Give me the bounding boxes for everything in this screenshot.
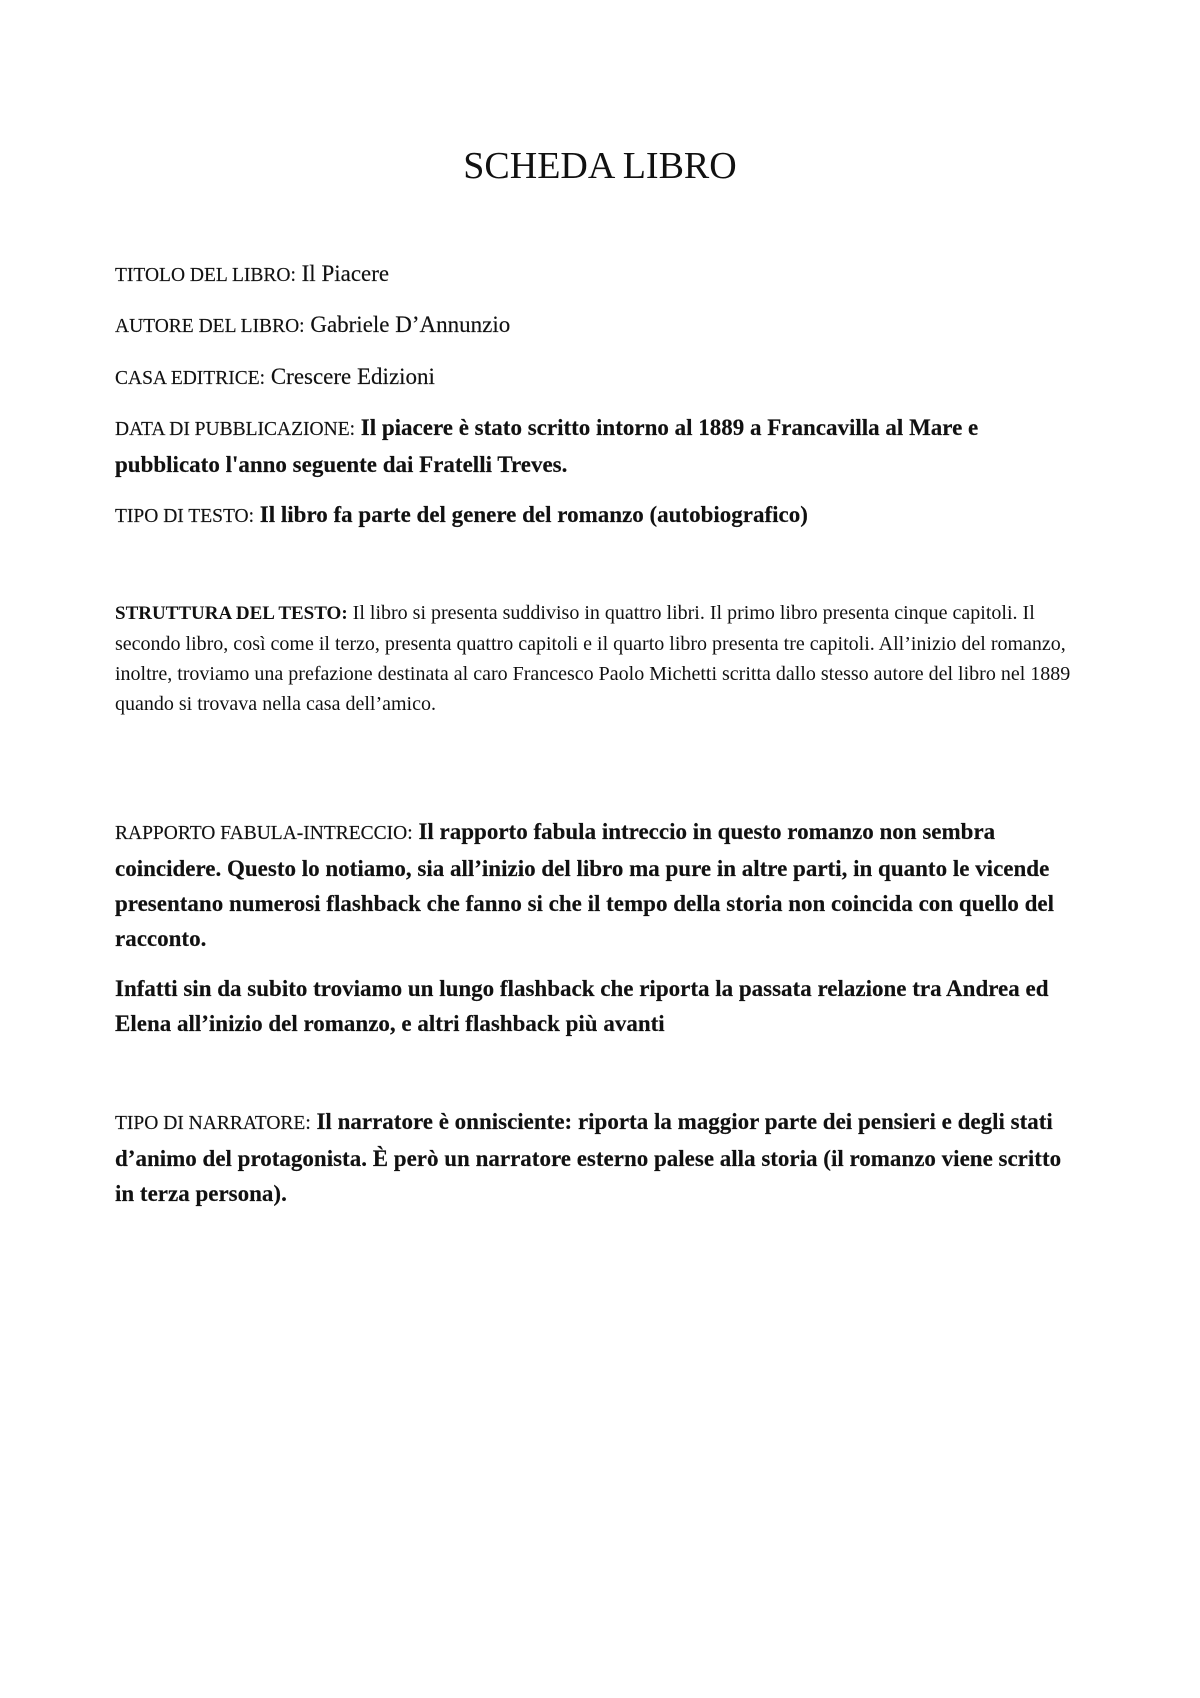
field-fabula-paragraph-2 — [115, 971, 1085, 1041]
field-titolo-label: TITOLO DEL LIBRO: — [115, 265, 296, 286]
field-tipo-testo-label: TIPO DI TESTO: — [115, 506, 255, 527]
field-narratore-value: Il narratore è onnisciente: riporta la maggior parte dei pensieri e degli stati d’animo del protagonista. È però un narratore esterno palese alla storia (il romanzo viene scritto in terza persona). — [115, 1109, 1062, 1206]
field-casa-editrice-value: Crescere Edizioni — [270, 364, 435, 389]
field-fabula-intreccio — [115, 814, 1085, 956]
field-titolo — [115, 256, 1085, 293]
field-struttura-value: Il libro si presenta suddiviso in quattro libri. Il primo libro presenta cinque capitoli. Il secondo libro, così come il terzo, presenta quattro capitoli e il quarto libro presenta tre capitoli. All’inizio del romanzo, inoltre, troviamo una prefazione destinata al caro Francesco Paolo Michetti scritta dallo stesso autore del libro nel 1889 quando si trovava nella casa dell’amico. — [115, 602, 1071, 715]
field-tipo-testo — [115, 497, 1085, 534]
field-data-pubblicazione-value: Il piacere è stato scritto intorno al 1889 a Francavilla al Mare e pubblicato l'anno seguente dai Fratelli Treves. — [115, 415, 979, 477]
field-struttura-label: STRUTTURA DEL TESTO: — [115, 603, 348, 624]
field-titolo-value: Il Piacere — [301, 261, 390, 286]
field-struttura — [115, 598, 1085, 719]
field-fabula-intreccio-label: RAPPORTO FABULA-INTRECCIO: — [115, 823, 413, 844]
field-narratore-label: TIPO DI NARRATORE: — [115, 1113, 311, 1134]
field-data-pubblicazione — [115, 410, 1085, 482]
field-casa-editrice — [115, 359, 1085, 396]
field-fabula-paragraph-2-text: Infatti sin da subito troviamo un lungo flashback che riporta la passata relazione tra Andrea ed Elena all’inizio del romanzo, e altri flashback più avanti — [115, 976, 1049, 1036]
field-data-pubblicazione-label: DATA DI PUBBLICAZIONE: — [115, 419, 356, 440]
field-fabula-intreccio-value: Il rapporto fabula intreccio in questo romanzo non sembra coincidere. Questo lo notiamo, sia all’inizio del libro ma pure in altre parti, in quanto le vicende presentano numerosi flashback che fanno si che il tempo della storia non coincida con quello del racconto. — [115, 819, 1055, 951]
field-casa-editrice-label: CASA EDITRICE: — [115, 368, 266, 389]
field-tipo-testo-value: Il libro fa parte del genere del romanzo (autobiografico) — [259, 502, 808, 527]
field-autore-value: Gabriele D’Annunzio — [310, 312, 511, 337]
document-title: SCHEDA LIBRO — [463, 145, 737, 187]
field-autore — [115, 307, 1085, 344]
field-narratore — [115, 1104, 1085, 1211]
field-autore-label: AUTORE DEL LIBRO: — [115, 316, 305, 337]
